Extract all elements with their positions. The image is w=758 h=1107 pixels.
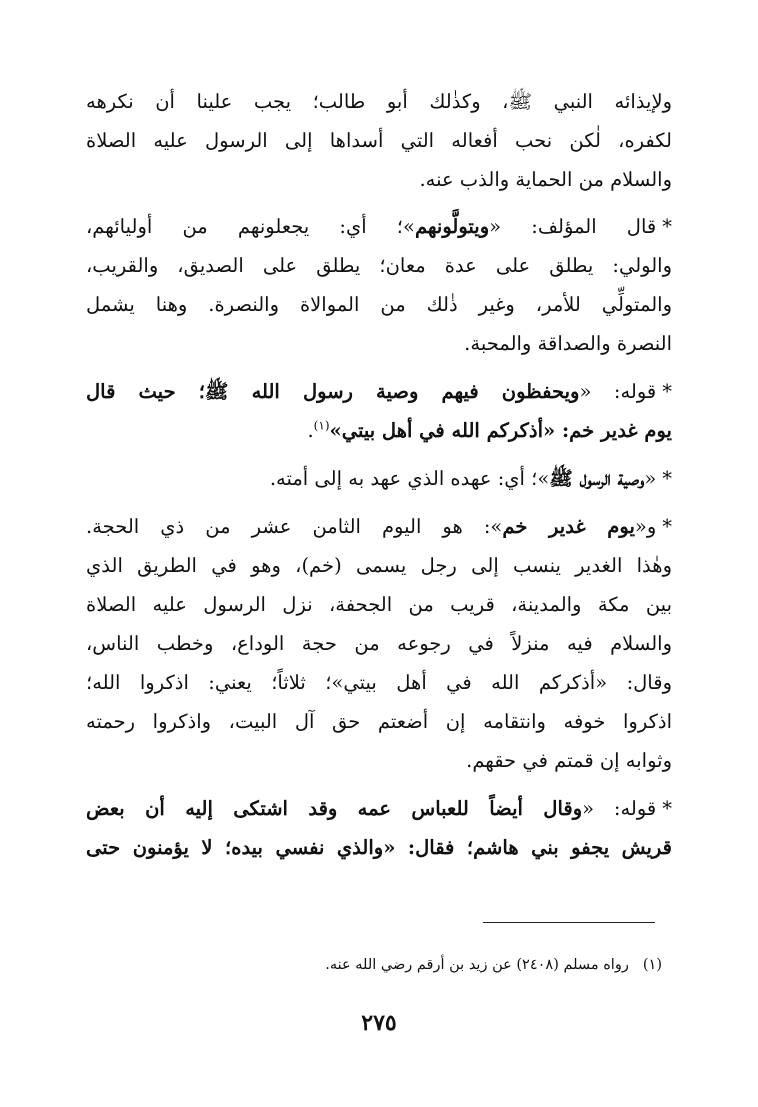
main-text xyxy=(86,82,672,876)
paragraph-6 xyxy=(86,789,672,867)
text-line xyxy=(86,789,672,828)
text-line: وثوابه إن قمتم في حقهم. xyxy=(466,749,672,772)
lead-text: قال المؤلف: « xyxy=(489,215,657,238)
paragraph-marker: * xyxy=(662,515,672,538)
quoted-phrase: ويحفظون فيهم وصية رسول الله ﷺ؛ حيث قال xyxy=(86,380,580,403)
line-end: . xyxy=(307,419,314,442)
lead-text: « xyxy=(644,467,657,490)
paragraph-4 xyxy=(86,459,672,498)
text-line xyxy=(86,372,672,411)
quoted-phrase: ويتولَّونهم xyxy=(414,215,490,238)
text-line: والولي: يطلق على عدة معان؛ يطلق على الصديق، والقريب، xyxy=(86,254,672,277)
text-line: والسلام فيه منزلاً في رجوعه من حجة الوداع، وخطب الناس، xyxy=(86,632,672,655)
line-rest: »: هو اليوم الثامن عشر من ذي الحجة. xyxy=(86,515,503,538)
paragraph-1 xyxy=(86,82,672,199)
text-line: لكفره، لٰكن نحب أفعاله التي أسداها إلى الرسول عليه الصلاة xyxy=(86,129,672,152)
paragraph-marker: * xyxy=(662,380,672,403)
quoted-phrase: يوم غدير خم xyxy=(502,515,635,538)
paragraph-marker: * xyxy=(662,467,672,490)
text-line xyxy=(86,507,672,546)
quoted-phrase: قريش يجفو بني هاشم؛ فقال: «والذي نفسي بيده؛ لا يؤمنون حتى xyxy=(86,836,672,859)
line-rest: »؛ أي: عهده الذي عهد به إلى أمته. xyxy=(269,467,550,490)
text-line: بين مكة والمدينة، قريب من الجحفة، نزل الرسول عليه الصلاة xyxy=(86,593,672,616)
lead-text: و« xyxy=(634,515,657,538)
quoted-phrase: وقال أيضاً للعباس عمه وقد اشتكى إليه أن بعض xyxy=(86,797,583,820)
text-line: وهٰذا الغدير ينسب إلى رجل يسمى (خم)، وهو في الطريق الذي xyxy=(86,554,672,577)
paragraph-2 xyxy=(86,207,672,363)
lead-text: قوله: « xyxy=(579,380,657,403)
paragraph-3 xyxy=(86,372,672,450)
page-number: ٢٧٥ xyxy=(361,1010,397,1036)
footnote-reference[interactable]: (١) xyxy=(313,418,330,433)
quoted-phrase: يوم غدير خم: «أذكركم الله في أهل بيتي» xyxy=(329,419,672,442)
paragraph-marker: * xyxy=(662,215,672,238)
footnote-number: (١) xyxy=(642,957,662,973)
paragraph-marker: * xyxy=(662,797,672,820)
line-rest: »؛ أي: يجعلونهم من أوليائهم، xyxy=(86,215,415,238)
footnote xyxy=(86,954,662,976)
text-line xyxy=(86,459,672,498)
text-line xyxy=(86,411,672,450)
text-line: النصرة والصداقة والمحبة. xyxy=(464,332,672,355)
text-line: اذكروا خوفه وانتقامه إن أضعتم حق آل البيت، واذكروا رحمته xyxy=(86,710,672,733)
text-line: والمتولِّي للأمر، وغير ذٰلك من الموالاة والنصرة. وهنا يشمل xyxy=(86,293,672,316)
footnote-text: رواه مسلم (٢٤٠٨) عن زيد بن أرقم رضي الله عنه. xyxy=(325,957,629,973)
lead-text: قوله: « xyxy=(582,797,657,820)
text-line: ولإيذائه النبي ﷺ، وكذٰلك أبو طالب؛ يجب علينا أن نكرهه xyxy=(86,90,672,113)
text-line xyxy=(86,207,672,246)
text-line: والسلام من الحماية والذب عنه. xyxy=(419,168,672,191)
footnote-divider xyxy=(483,922,655,923)
quoted-phrase: وصية الرسول ﷺ xyxy=(549,467,645,490)
text-line: وقال: «أذكركم الله في أهل بيتي»؛ ثلاثاً؛ يعني: اذكروا الله؛ xyxy=(86,671,672,694)
paragraph-5 xyxy=(86,507,672,780)
text-line xyxy=(86,828,672,867)
